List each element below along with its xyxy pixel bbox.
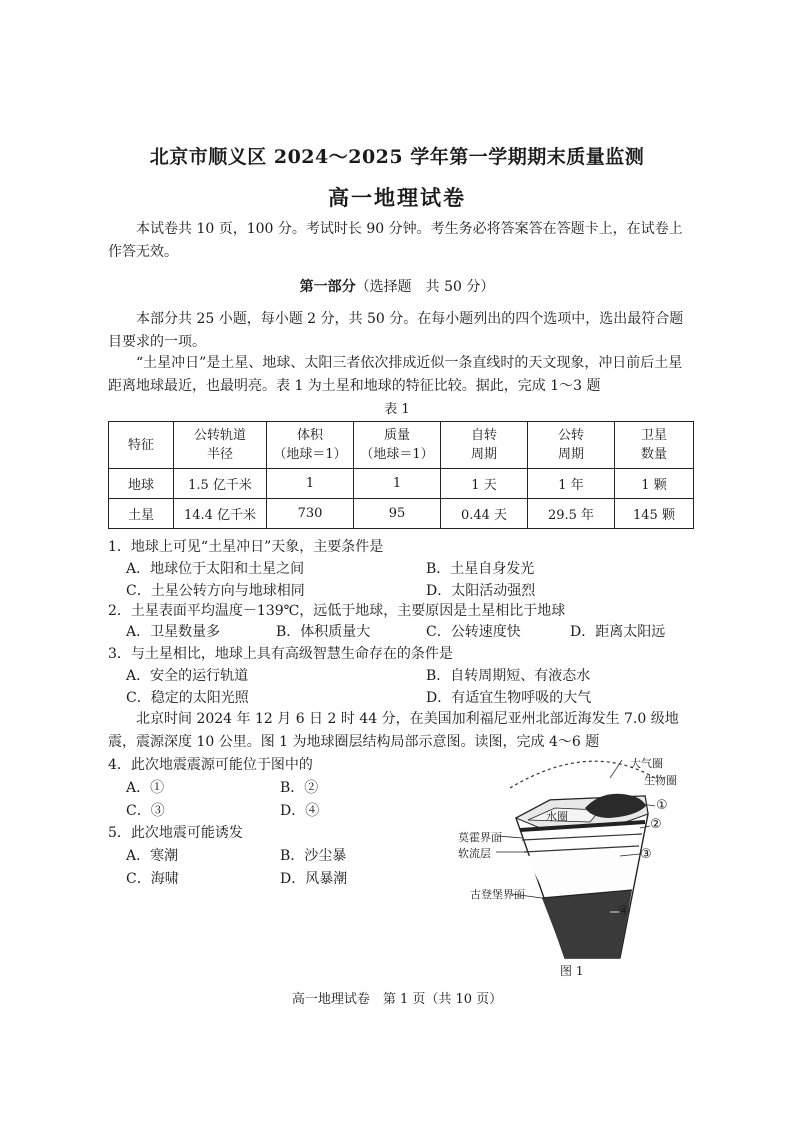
question-5-option-d[interactable]: D．风暴潮 bbox=[280, 871, 348, 887]
exam-subtitle: 高一地理试卷 bbox=[328, 185, 466, 210]
question-1-option-d[interactable]: D．太阳活动强烈 bbox=[426, 583, 536, 599]
question-5-option-a[interactable]: A．寒潮 bbox=[126, 848, 179, 864]
question-4-option-d[interactable]: D．④ bbox=[280, 803, 320, 819]
table-header-cell: 卫星 数量 bbox=[615, 422, 694, 469]
table-cell: 14.4 亿千米 bbox=[174, 499, 267, 529]
label-hydrosphere: 水圈 bbox=[546, 810, 568, 823]
label-marker-3: ③ bbox=[640, 847, 652, 862]
question-3-option-d[interactable]: D．有适宜生物呼吸的大气 bbox=[426, 690, 592, 706]
passage-1: “土星冲日”是土星、地球、太阳三者依次排成近似一条直线时的天文现象，冲日前后土星距离地球最近，也最明亮。表 1 为土星和地球的特征比较。据此，完成 1～3 题 bbox=[108, 355, 683, 394]
exam-title: 北京市顺义区 2024～2025 学年第一学期期末质量监测 bbox=[149, 146, 645, 168]
table-row bbox=[109, 499, 694, 529]
question-2-option-b[interactable]: B．体积质量大 bbox=[276, 624, 371, 640]
table-cell: 1.5 亿千米 bbox=[174, 469, 267, 499]
question-1-option-a[interactable]: A．地球位于太阳和土星之间 bbox=[126, 561, 305, 577]
label-gutenberg: 古登堡界面 bbox=[470, 888, 525, 901]
table-cell: 0.44 天 bbox=[441, 499, 528, 529]
table-header-cell: 自转 周期 bbox=[441, 422, 528, 469]
question-2-option-d[interactable]: D．距离太阳远 bbox=[570, 624, 666, 640]
question-4-option-c[interactable]: C．③ bbox=[126, 803, 165, 819]
question-5-option-c[interactable]: C．海啸 bbox=[126, 871, 179, 887]
leader-line bbox=[610, 760, 622, 778]
label-marker-2: ② bbox=[650, 817, 662, 832]
label-marker-4: ④ bbox=[618, 904, 630, 919]
section-note: （选择题 共 50 分） bbox=[355, 279, 495, 295]
question-4-stem: 4．此次地震震源可能位于图中的 bbox=[108, 757, 313, 773]
question-4-option-b[interactable]: B．② bbox=[280, 780, 319, 796]
table-cell: 145 颗 bbox=[615, 499, 694, 529]
question-2-stem: 2．土星表面平均温度－139℃，远低于地球，主要原因是土星相比于地球 bbox=[108, 603, 566, 619]
table-cell: 地球 bbox=[109, 469, 174, 499]
question-3-option-b[interactable]: B．自转周期短、有液态水 bbox=[426, 668, 591, 684]
table-1 bbox=[108, 421, 694, 529]
question-1-option-c[interactable]: C．土星公转方向与地球相同 bbox=[126, 583, 305, 599]
question-1-option-b[interactable]: B．土星自身发光 bbox=[426, 561, 535, 577]
table-cell: 730 bbox=[267, 499, 354, 529]
table-cell: 1 bbox=[354, 469, 441, 499]
table-header-cell: 特征 bbox=[109, 422, 174, 469]
table-header-cell: 公转 周期 bbox=[528, 422, 615, 469]
table-caption: 表 1 bbox=[384, 402, 410, 417]
figure-caption: 图 1 bbox=[560, 964, 584, 978]
table-cell: 1 bbox=[267, 469, 354, 499]
section-title: 第一部分 bbox=[299, 279, 356, 295]
table-header-row bbox=[109, 422, 694, 469]
outer-core bbox=[542, 890, 632, 958]
table-cell: 1 年 bbox=[528, 469, 615, 499]
table-cell: 1 天 bbox=[441, 469, 528, 499]
table-cell: 土星 bbox=[109, 499, 174, 529]
question-3-option-a[interactable]: A．安全的运行轨道 bbox=[126, 668, 249, 684]
question-5-option-b[interactable]: B．沙尘暴 bbox=[280, 848, 347, 864]
label-marker-1: ① bbox=[656, 798, 668, 813]
question-4-option-a[interactable]: A．① bbox=[126, 780, 165, 796]
table-header-cell: 公转轨道 半径 bbox=[174, 422, 267, 469]
label-atmosphere: 大气圈 bbox=[630, 757, 663, 770]
section-intro: 本部分共 25 小题，每小题 2 分，共 50 分。在每小题列出的四个选项中，选出最符合题目要求的一项。 bbox=[108, 311, 684, 350]
label-asthenosphere: 软流层 bbox=[458, 847, 491, 860]
passage-2: 北京时间 2024 年 12 月 6 日 2 时 44 分，在美国加利福尼亚州北部近海发生 7.0 级地震，震源深度 10 公里。图 1 为地球圈层结构局部示意图。读图，完成 4～6 题 bbox=[108, 711, 679, 750]
table-header-cell: 体积 （地球＝1） bbox=[267, 422, 354, 469]
question-3-option-c[interactable]: C．稳定的太阳光照 bbox=[126, 690, 249, 706]
question-3-stem: 3．与土星相比，地球上具有高级智慧生命存在的条件是 bbox=[108, 646, 453, 662]
question-2-option-a[interactable]: A．卫星数量多 bbox=[126, 624, 221, 640]
instructions: 本试卷共 10 页，100 分。考试时长 90 分钟。考生务必将答案答在答题卡上，在试卷上作答无效。 bbox=[108, 221, 683, 260]
label-biosphere: 生物圈 bbox=[644, 774, 677, 787]
table-row bbox=[109, 469, 694, 499]
table-cell: 29.5 年 bbox=[528, 499, 615, 529]
question-1-stem: 1．地球上可见“土星冲日”天象，主要条件是 bbox=[108, 539, 384, 555]
table-header-cell: 质量 （地球＝1） bbox=[354, 422, 441, 469]
question-5-stem: 5．此次地震可能诱发 bbox=[108, 825, 243, 841]
section-heading bbox=[0, 276, 794, 296]
question-2-option-c[interactable]: C．公转速度快 bbox=[426, 624, 521, 640]
table-cell: 1 颗 bbox=[615, 469, 694, 499]
page-footer: 高一地理试卷 第 1 页（共 10 页） bbox=[291, 992, 503, 1007]
label-moho: 莫霍界面 bbox=[458, 831, 502, 844]
table-cell: 95 bbox=[354, 499, 441, 529]
